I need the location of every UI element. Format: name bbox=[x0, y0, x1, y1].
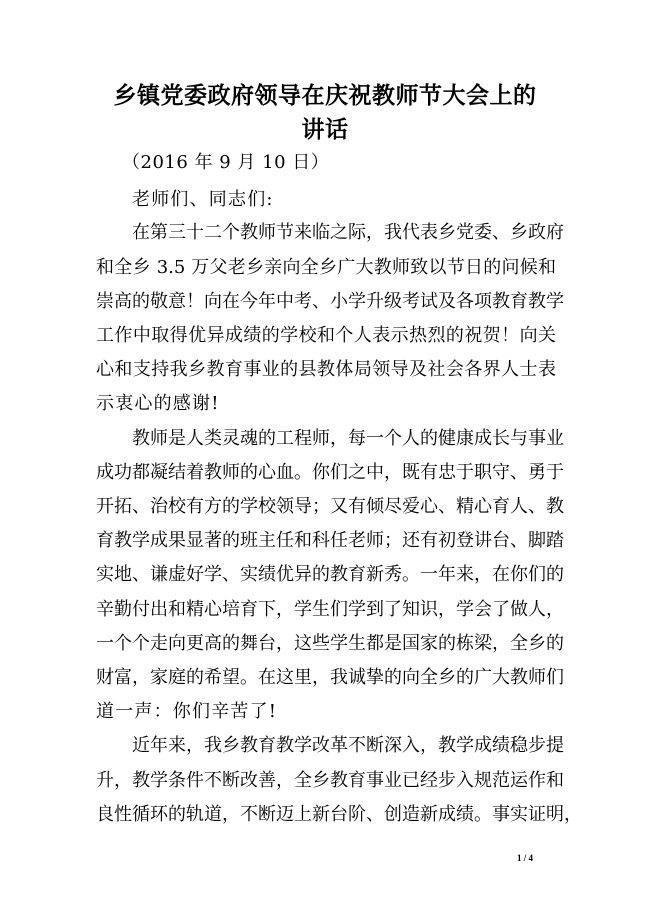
speech-date: （2016 年 9 月 10 日） bbox=[122, 152, 330, 173]
text-line: 升，教学条件不断改善，全乡教育事业已经步入规范运作和 bbox=[96, 770, 564, 791]
text-line: 一个个走向更高的舞台，这些学生都是国家的栋梁，全乡的 bbox=[96, 633, 564, 654]
text-line: 在第三十二个教师节来临之际，我代表乡党委、乡政府 bbox=[132, 222, 564, 243]
salutation: 老师们、同志们: bbox=[132, 189, 274, 210]
text-line: 实地、谦虚好学、实绩优异的教育新秀。一年来，在你们的 bbox=[96, 564, 564, 585]
text-line: 道一声：你们辛苦了! bbox=[96, 701, 278, 722]
text-line: 成功都凝结着教师的心血。你们之中，既有忠于职守、勇于 bbox=[96, 462, 564, 483]
text-line: 近年来，我乡教育教学改革不断深入，教学成绩稳步提 bbox=[132, 735, 564, 756]
text-line: 心和支持我乡教育事业的县教体局领导及社会各界人士表 bbox=[96, 359, 556, 380]
text-line: 工作中取得优异成绩的学校和个人表示热烈的祝贺！向关 bbox=[96, 325, 556, 346]
text-line: 教师是人类灵魂的工程师，每一个人的健康成长与事业 bbox=[132, 428, 564, 449]
text-line: 示衷心的感谢! bbox=[96, 393, 220, 414]
text-line: 和全乡 3.5 万父老乡亲向全乡广大教师致以节日的问候和 bbox=[96, 257, 556, 278]
text-line: 辛勤付出和精心培育下，学生们学到了知识，学会了做人， bbox=[96, 599, 564, 620]
text-line: 育教学成果显著的班主任和科任老师；还有初登讲台、脚踏 bbox=[96, 530, 564, 551]
text-line: 良性循环的轨道，不断迈上新台阶、创造新成绩。事实证明， bbox=[96, 804, 582, 825]
text-line: 财富，家庭的希望。在这里，我诚挚的向全乡的广大教师们 bbox=[96, 667, 564, 688]
page-number: 1 / 4 bbox=[516, 853, 533, 863]
text-line: 开拓、治校有方的学校领导；又有倾尽爱心、精心育人、教 bbox=[96, 496, 564, 517]
document-title-line-2: 讲话 bbox=[301, 116, 349, 143]
text-line: 崇高的敬意！向在今年中考、小学升级考试及各项教育教学 bbox=[96, 291, 564, 312]
document-title-line-1: 乡镇党委政府领导在庆祝教师节大会上的 bbox=[113, 82, 537, 109]
